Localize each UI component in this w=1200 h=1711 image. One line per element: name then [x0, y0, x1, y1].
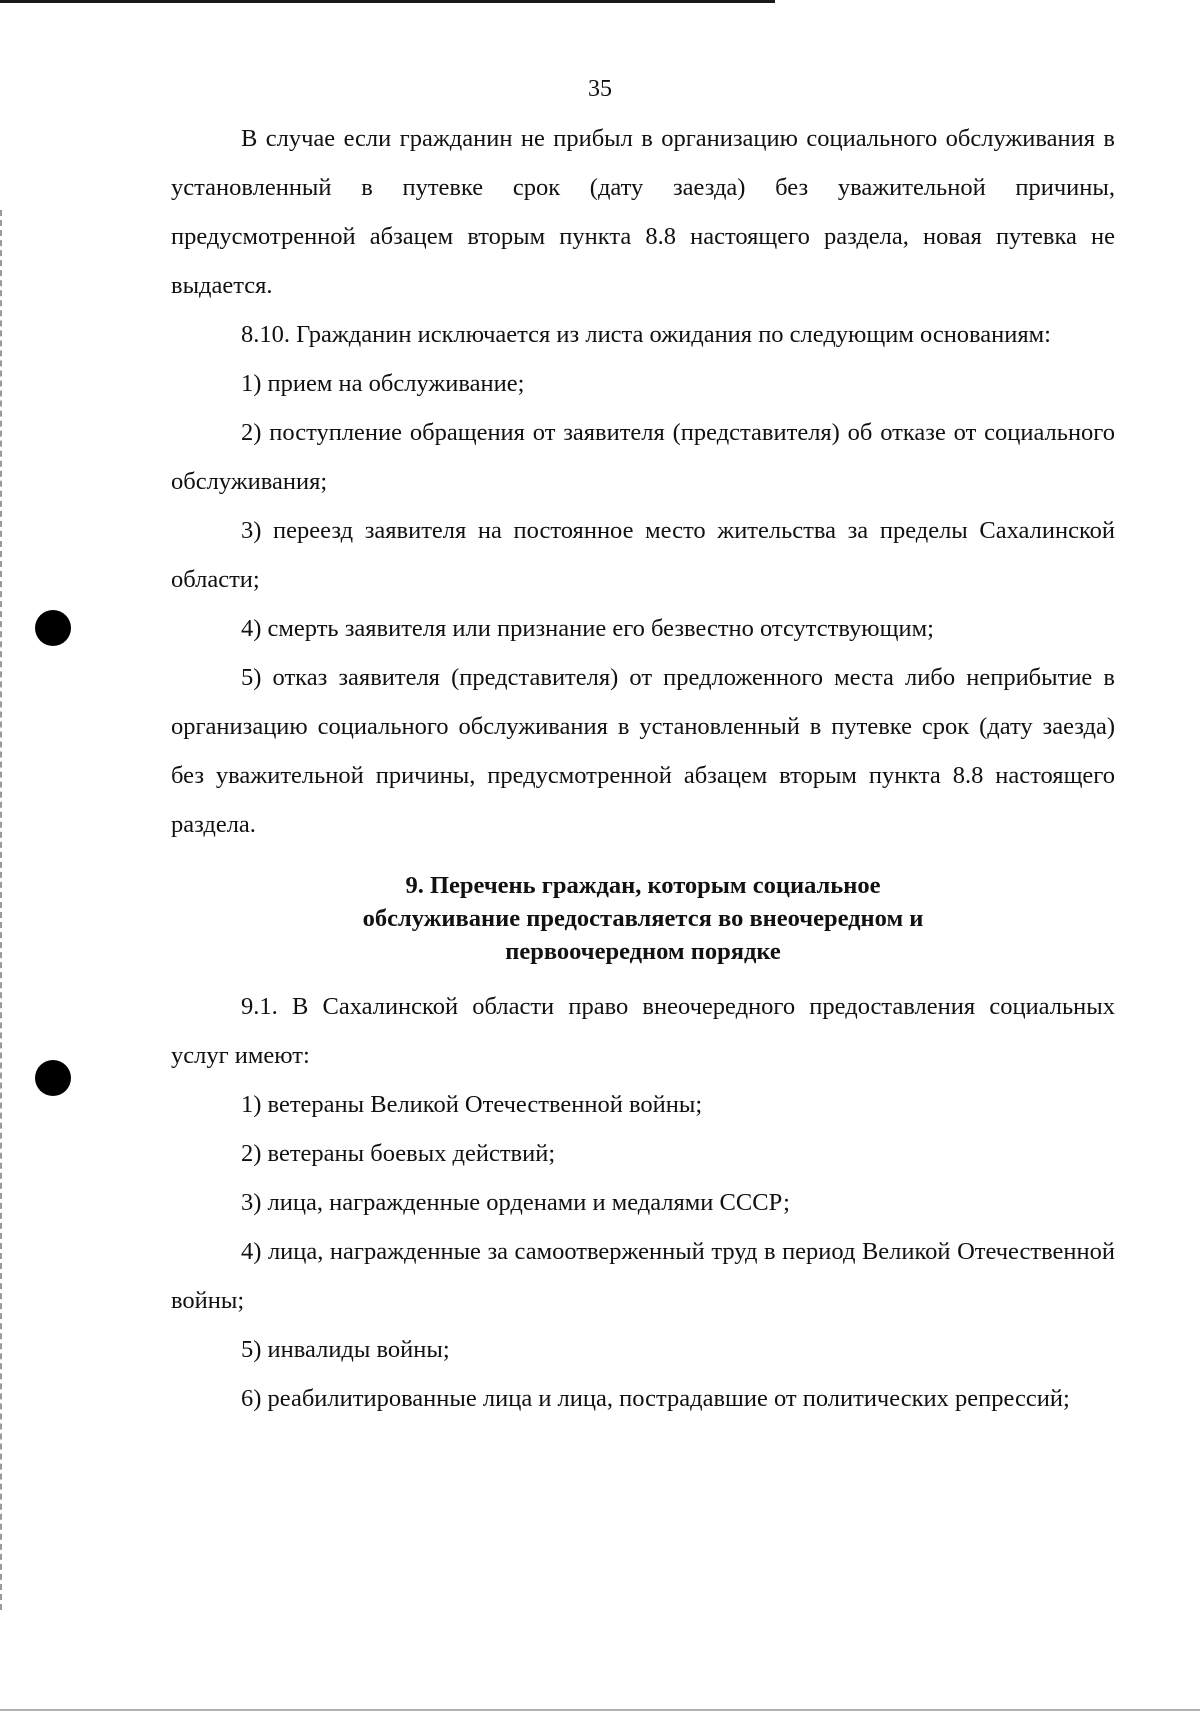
document-body	[171, 114, 1115, 1423]
list-item-9-1-3: 3) лица, награжденные орденами и медалями СССР;	[241, 1189, 790, 1216]
section-9-heading-line-3: первоочередном порядке	[505, 938, 781, 965]
punch-hole-lower	[35, 1060, 71, 1096]
list-item-8-10-3: 3) переезд заявителя на постоянное место жительства за пределы Сахалинской области;	[171, 517, 1115, 593]
section-9-heading-line-1: 9. Перечень граждан, которым социальное	[405, 872, 881, 899]
list-item-9-1-4: 4) лица, награжденные за самоотверженный труд в период Великой Отечественной войны;	[171, 1238, 1115, 1314]
scan-edge-top	[0, 0, 775, 3]
punch-hole-upper	[35, 610, 71, 646]
scan-edge-left	[0, 210, 2, 1610]
paragraph-8-10: 8.10. Гражданин исключается из листа ожидания по следующим основаниям:	[241, 321, 1051, 348]
page-number: 35	[588, 76, 612, 102]
list-item-9-1-1: 1) ветераны Великой Отечественной войны;	[241, 1091, 703, 1118]
section-9-heading	[171, 869, 1115, 968]
paragraph-9-1: 9.1. В Сахалинской области право внеочередного предоставления социальных услуг имеют:	[171, 993, 1115, 1069]
list-item-8-10-2: 2) поступление обращения от заявителя (представителя) об отказе от социального обслуживания;	[171, 419, 1115, 495]
list-item-9-1-2: 2) ветераны боевых действий;	[241, 1140, 556, 1167]
list-item-8-10-1: 1) прием на обслуживание;	[241, 370, 525, 397]
list-item-9-1-5: 5) инвалиды войны;	[241, 1336, 450, 1363]
section-9-heading-line-2: обслуживание предоставляется во внеочередном и	[362, 905, 924, 932]
list-item-8-10-4: 4) смерть заявителя или признание его безвестно отсутствующим;	[241, 615, 934, 642]
list-item-8-10-5: 5) отказ заявителя (представителя) от предложенного места либо неприбытие в организацию социального обслуживания в установленный в путевке срок (дату заезда) без уважительной причины, предусмотренной абзацем вторым пункта 8.8 настоящего раздела.	[171, 664, 1115, 838]
list-item-9-1-6: 6) реабилитированные лица и лица, пострадавшие от политических репрессий;	[241, 1385, 1070, 1412]
paragraph-return-not-arrived: В случае если гражданин не прибыл в организацию социального обслуживания в установленный в путевке срок (дату заезда) без уважительной причины, предусмотренной абзацем вторым пункта 8.8 настоящего раздела, новая путевка не выдается.	[171, 125, 1115, 299]
